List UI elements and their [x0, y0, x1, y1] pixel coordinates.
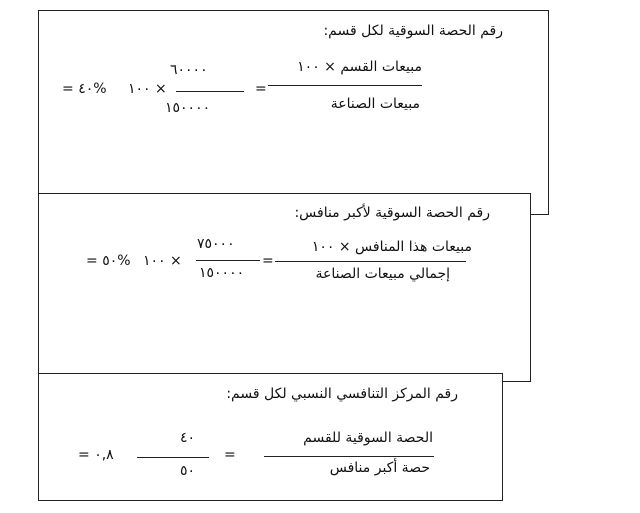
- equals-sign: =: [255, 81, 267, 97]
- equals-sign: =: [224, 447, 236, 463]
- fraction-bar: [196, 260, 260, 261]
- formula-denominator: حصة أكبر منافس: [329, 460, 430, 476]
- section-title: رقم الحصة السوقية لأكبر منافس:: [294, 205, 490, 221]
- value-numerator: ٧٥٠٠٠: [197, 236, 235, 252]
- result: %٥٠ =: [86, 253, 131, 269]
- value-numerator: ٦٠٠٠٠: [170, 62, 208, 78]
- result: ٠,٨ =: [78, 447, 114, 463]
- fraction-bar: [275, 261, 466, 262]
- value-denominator: ٥٠: [180, 463, 196, 479]
- competitor-share-section: [38, 193, 531, 382]
- fraction-bar: [137, 457, 209, 458]
- equals-sign: =: [262, 253, 274, 269]
- section-title: رقم الحصة السوقية لكل قسم:: [323, 23, 503, 39]
- value-numerator: ٤٠: [180, 430, 196, 446]
- multiplier: × ١٠٠: [128, 81, 167, 97]
- fraction-bar: [176, 91, 244, 92]
- formula-denominator: إجمالي مبيعات الصناعة: [315, 266, 450, 282]
- fraction-bar: [268, 85, 422, 86]
- formula-numerator: الحصة السوقية للقسم: [303, 430, 433, 446]
- formula-numerator: مبيعات القسم × ١٠٠: [297, 59, 422, 75]
- value-denominator: ١٥٠٠٠٠: [199, 265, 245, 281]
- formula-denominator: مبيعات الصناعة: [330, 96, 420, 112]
- result: %٤٠ =: [62, 81, 107, 97]
- fraction-bar: [264, 456, 434, 457]
- value-denominator: ١٥٠٠٠٠: [165, 100, 211, 116]
- section-title: رقم المركز التنافسي النسبي لكل قسم:: [226, 386, 458, 402]
- multiplier: × ١٠٠: [143, 253, 182, 269]
- market-share-section: [38, 10, 549, 215]
- formula-numerator: مبيعات هذا المنافس × ١٠٠: [311, 239, 472, 255]
